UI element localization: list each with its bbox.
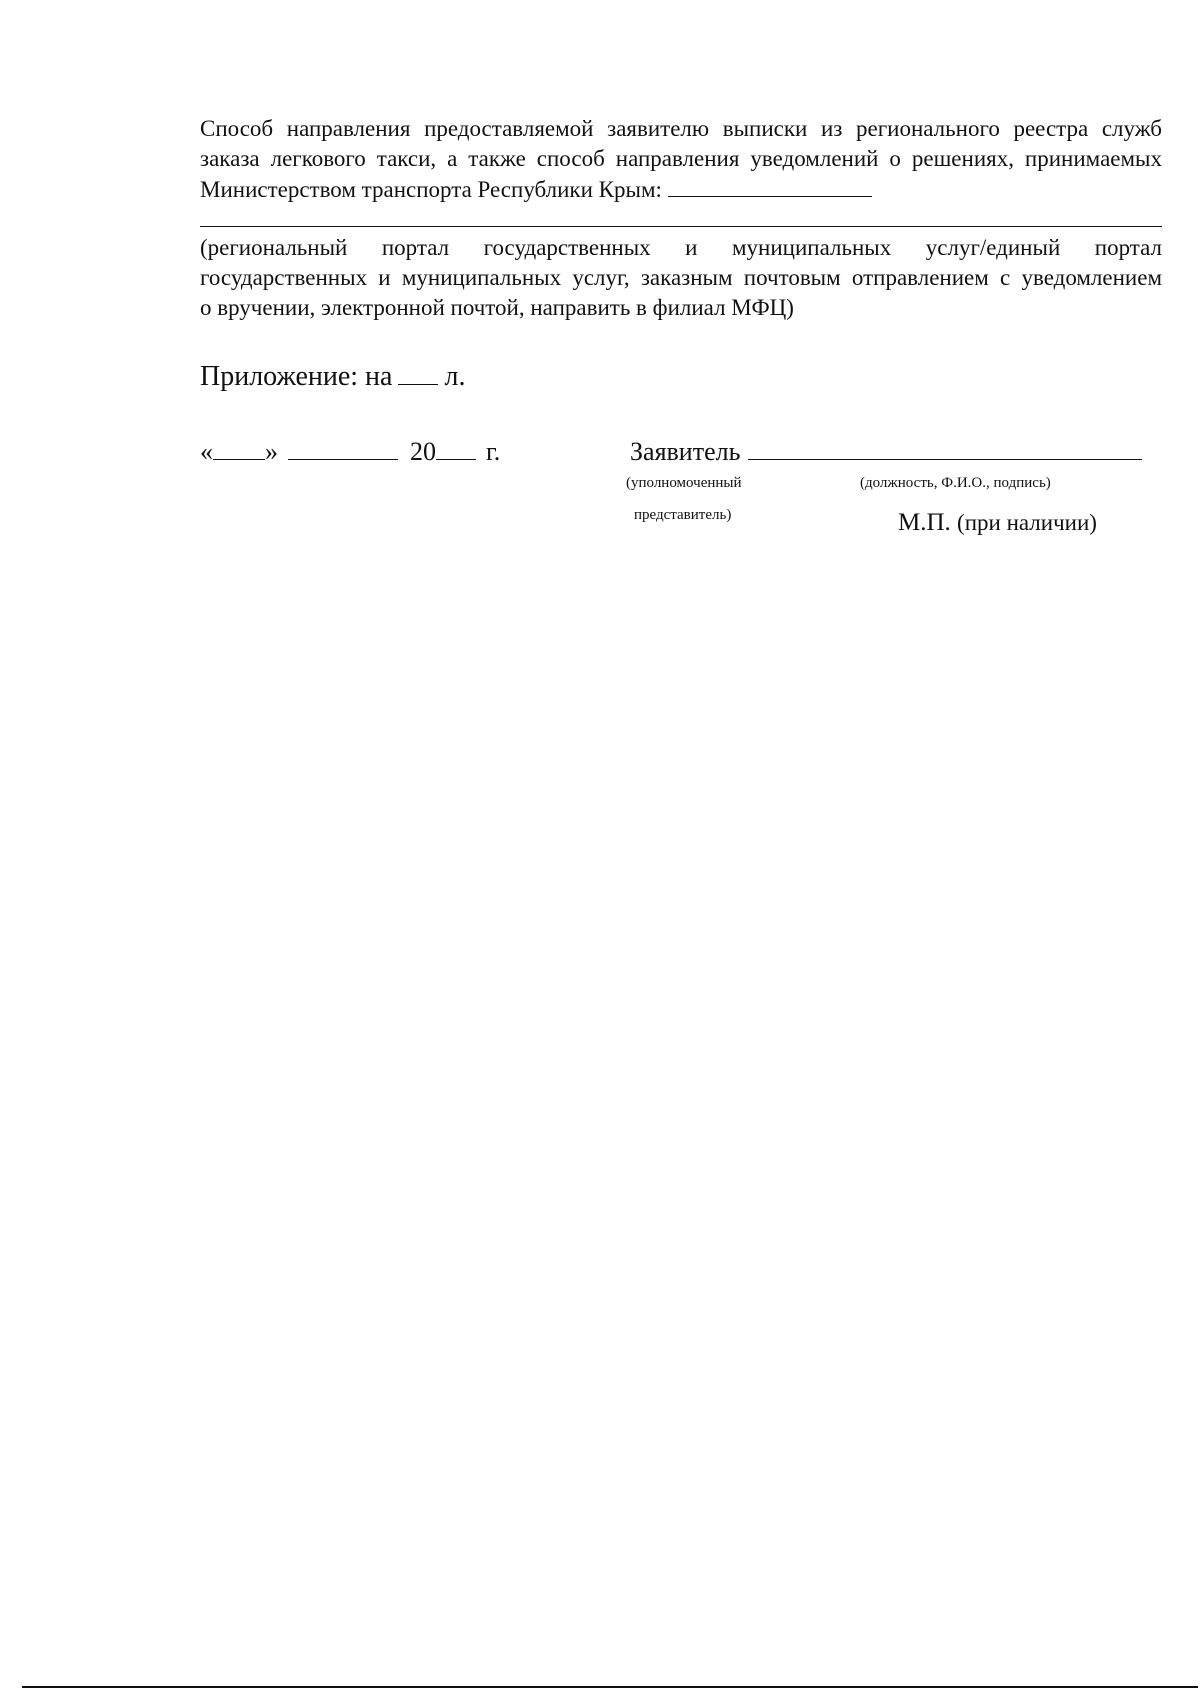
date-year-prefix: 20 (410, 437, 436, 466)
stamp-label: М.П. (898, 509, 951, 536)
page-bottom-rule (22, 1686, 1198, 1688)
attachment-unit: л. (444, 361, 466, 392)
stamp-place (898, 508, 1097, 538)
paragraph-line-with-blank (200, 174, 1162, 205)
delivery-method-blank[interactable] (668, 174, 872, 197)
stamp-note: (при наличии) (957, 510, 1097, 535)
delivery-options-paragraph (200, 233, 1162, 323)
paragraph-line: государственных и муниципальных услуг, заказным почтовым отправлением с уведомлением (200, 265, 1162, 290)
applicant-signature-blank[interactable] (748, 437, 1142, 460)
applicant-label: Заявитель (630, 437, 741, 466)
paragraph-line: заказа легкового такси, а также способ направления уведомлений о решениях, принимаемых (200, 146, 1162, 171)
paragraph-line: о вручении, электронной почтой, направить в филиал МФЦ) (200, 295, 794, 320)
date-year-blank[interactable] (436, 437, 476, 460)
caption-representative-line2: представитель) (634, 507, 732, 523)
attachment-line (200, 360, 465, 394)
paragraph-line: Министерством транспорта Республики Крым: (200, 177, 662, 202)
attachment-pages-blank[interactable] (398, 360, 438, 385)
paragraph-line: (региональный портал государственных и муниципальных услуг/единый портал (200, 235, 1162, 260)
delivery-method-paragraph (200, 114, 1162, 205)
applicant-line (630, 436, 1142, 468)
attachment-label: Приложение: на (200, 361, 393, 392)
date-close-quote: » (265, 437, 278, 466)
paragraph-line: Способ направления предоставляемой заявителю выписки из регионального реестра служб (200, 116, 1162, 141)
date-line (200, 436, 500, 468)
date-day-blank[interactable] (213, 437, 265, 460)
date-month-blank[interactable] (288, 437, 398, 460)
date-year-suffix: г. (486, 437, 501, 466)
caption-position-signature: (должность, Ф.И.О., подпись) (860, 475, 1051, 491)
caption-representative-line1: (уполномоченный (626, 475, 742, 491)
delivery-method-full-blank[interactable] (200, 226, 1162, 227)
date-open-quote: « (200, 437, 213, 466)
